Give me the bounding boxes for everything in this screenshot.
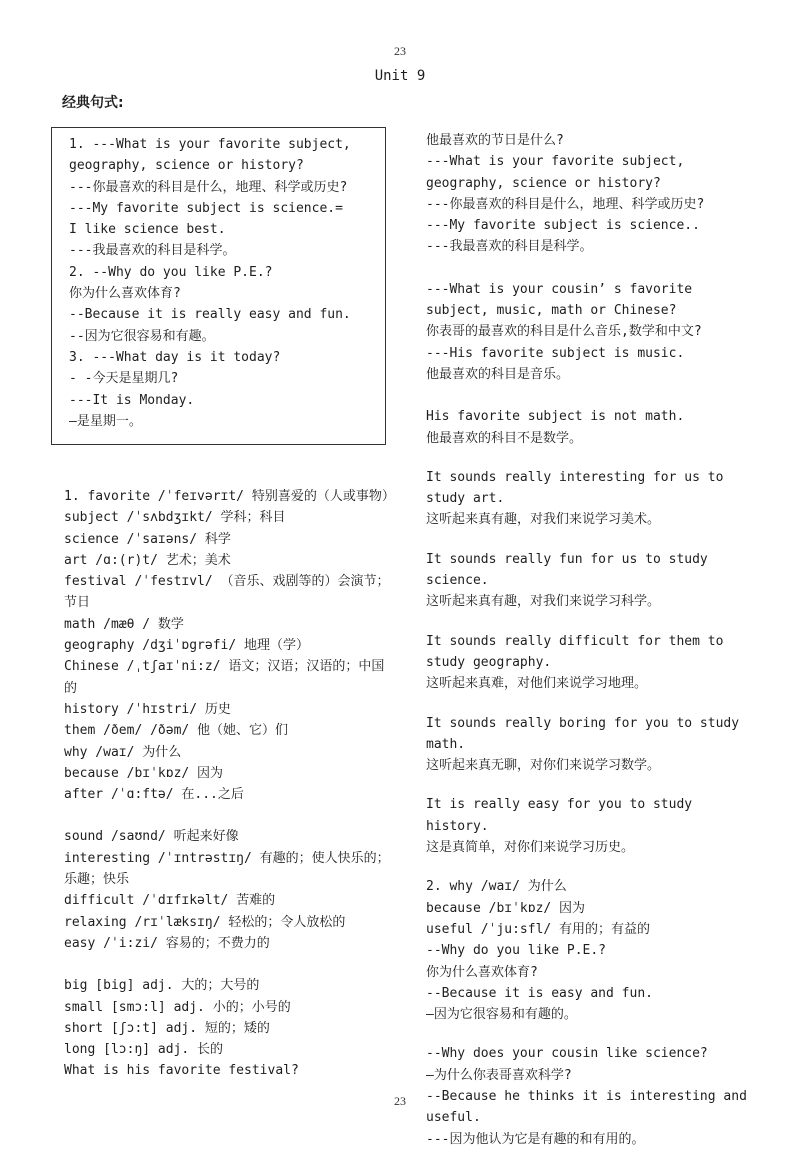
- box-line: ---我最喜欢的科目是科学。: [69, 243, 236, 259]
- example-line: ---What is your cousin’ s favorite subject, music, math or Chinese?: [426, 281, 693, 319]
- example-line: ---你最喜欢的科目是什么，地理、科学或历史?: [426, 196, 705, 212]
- example-block: [426, 876, 756, 1025]
- example-line: ---因为他认为它是有趣的和有用的。: [426, 1131, 645, 1147]
- example-line: 这听起来真有趣，对我们来说学习美术。: [426, 512, 661, 528]
- example-line: —因为它很容易和有趣的。: [426, 1007, 577, 1023]
- example-line: 2. why /waɪ/ 为什么: [426, 879, 567, 895]
- vocab-entry: interesting /ˈɪntrəstɪŋ/ 有趣的；使人快乐的；乐趣；快乐: [64, 850, 390, 888]
- vocab-entry: difficult /ˈdɪfɪkəlt/ 苦难的: [64, 893, 276, 909]
- example-line: It is really easy for you to study history.: [426, 797, 693, 834]
- box-line: --Because it is really easy and fun.: [69, 307, 351, 323]
- vocab-entry: history /ˈhɪstri/ 历史: [64, 701, 231, 717]
- example-line: 你为什么喜欢体育?: [426, 964, 538, 980]
- vocab-entry: art /ɑ:(r)t/ 艺术；美术: [64, 552, 231, 568]
- example-line: His favorite subject is not math.: [426, 409, 685, 425]
- unit-title: Unit 9: [374, 68, 426, 84]
- example-block: [426, 130, 756, 258]
- box-line: —是星期一。: [69, 413, 142, 429]
- example-block: [426, 713, 756, 777]
- vocabulary-column: [64, 486, 395, 1082]
- box-line: geography, science or history?: [69, 158, 304, 174]
- example-line: It sounds really difficult for them to study geography.: [426, 633, 724, 670]
- box-line: --因为它很容易和有趣。: [69, 328, 215, 344]
- vocab-entry: geography /dʒiˈɒgrəfi/ 地理（学）: [64, 638, 310, 654]
- example-line: ---My favorite subject is science..: [426, 218, 700, 234]
- box-line: 2. --Why do you like P.E.?: [69, 264, 273, 280]
- examples-column: [426, 130, 756, 1150]
- example-line: --Why does your cousin like science?: [426, 1046, 708, 1062]
- example-line: 这听起来真有趣，对我们来说学习科学。: [426, 594, 661, 610]
- example-block: [426, 549, 756, 613]
- page-number-bottom: 23: [394, 1094, 406, 1108]
- vocab-entry: long [lɔ:ŋ] adj. 长的: [64, 1042, 224, 1058]
- vocab-entry: relaxing /rɪˈlæksɪŋ/ 轻松的；令人放松的: [64, 914, 346, 930]
- example-line: It sounds really interesting for us to study art.: [426, 469, 724, 507]
- example-line: It sounds really boring for you to study math.: [426, 715, 740, 752]
- vocab-entry: science /ˈsaɪəns/ 科学: [64, 531, 231, 547]
- page-number-top: 23: [394, 44, 406, 58]
- example-line: --Because it is easy and fun.: [426, 985, 653, 1001]
- vocab-entry: math /mæθ / 数学: [64, 616, 184, 632]
- example-line: 他最喜欢的科目不是数学。: [426, 430, 583, 446]
- key-sentences-box: [51, 127, 386, 445]
- vocab-entry: easy /ˈi:zi/ 容易的；不费力的: [64, 935, 270, 951]
- example-line: 你表哥的最喜欢的科目是什么音乐,数学和中文?: [426, 324, 702, 340]
- vocab-entry: subject /ˈsʌbdʒɪkt/ 学科；科目: [64, 510, 286, 526]
- example-line: ---What is your favorite subject, geography, science or history?: [426, 154, 685, 191]
- box-line: 你为什么喜欢体育?: [69, 286, 181, 302]
- vocab-entry: What is his favorite festival?: [64, 1063, 299, 1079]
- box-line: - -今天是星期几?: [69, 371, 179, 387]
- example-line: It sounds really fun for us to study science.: [426, 551, 708, 589]
- example-line: 这是真简单，对你们来说学习历史。: [426, 840, 635, 856]
- example-line: ---我最喜欢的科目是科学。: [426, 239, 593, 255]
- example-line: --Why do you like P.E.?: [426, 943, 607, 959]
- vocab-entry: festival /ˈfestɪvl/ （音乐、戏剧等的）会演节；节日: [64, 574, 390, 611]
- example-line: ---His favorite subject is music.: [426, 345, 685, 361]
- vocab-entry: because /bɪˈkɒz/ 因为: [64, 765, 224, 781]
- example-line: useful /ˈju:sfl/ 有用的；有益的: [426, 921, 651, 937]
- example-line: because /bɪˈkɒz/ 因为: [426, 900, 586, 916]
- example-line: 他最喜欢的科目是音乐。: [426, 366, 570, 382]
- example-block: [426, 467, 756, 531]
- box-line: 1. ---What is your favorite subject,: [69, 137, 351, 152]
- section-label: 经典句式:: [62, 95, 124, 111]
- vocab-entry: them /ðem/ /ðəm/ 他（她、它）们: [64, 723, 289, 739]
- vocab-group: [64, 975, 392, 1081]
- example-block: [426, 631, 756, 695]
- box-line: 3. ---What day is it today?: [69, 349, 281, 365]
- example-line: 他最喜欢的节日是什么?: [426, 133, 564, 148]
- vocab-group: [64, 826, 392, 954]
- vocab-group: [64, 486, 395, 805]
- example-block: [426, 279, 756, 385]
- vocab-entry: small [smɔ:l] adj. 小的；小号的: [64, 999, 291, 1015]
- example-line: 这听起来真无聊，对你们来说学习数学。: [426, 758, 661, 774]
- box-line: ---My favorite subject is science.=: [69, 200, 343, 216]
- vocab-entry: sound /saʊnd/ 听起来好像: [64, 829, 239, 845]
- vocab-entry: short [ʃɔ:t] adj. 短的；矮的: [64, 1020, 270, 1036]
- example-line: —为什么你表哥喜欢科学?: [426, 1067, 572, 1083]
- box-line: ---你最喜欢的科目是什么，地理、科学或历史?: [69, 179, 348, 195]
- example-line: --Because he thinks it is interesting and useful.: [426, 1088, 747, 1126]
- box-line: ---It is Monday.: [69, 392, 195, 408]
- vocab-entry: after /ˈɑ:ftə/ 在...之后: [64, 787, 244, 803]
- example-block: [426, 794, 756, 858]
- box-line: I like science best.: [69, 222, 226, 238]
- example-line: 这听起来真难，对他们来说学习地理。: [426, 676, 648, 692]
- vocab-entry: Chinese /ˌtʃaɪˈni:z/ 语文；汉语；汉语的；中国的: [64, 659, 385, 696]
- example-block: [426, 406, 756, 449]
- vocab-entry: big [big] adj. 大的；大号的: [64, 978, 260, 994]
- vocab-entry: 1. favorite /ˈfeɪvərɪt/ 特别喜爱的（人或事物）: [64, 489, 395, 504]
- vocab-entry: why /waɪ/ 为什么: [64, 744, 182, 760]
